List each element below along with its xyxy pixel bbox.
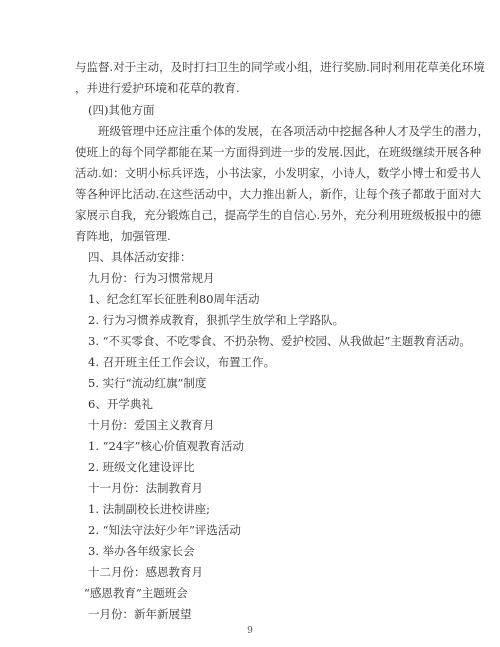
text-line: 活动.如：文明小标兵评选，小书法家，小发明家，小诗人，数学小博士和爱书人 bbox=[75, 166, 482, 180]
list-item: 1. 法制副校长进校讲座; bbox=[88, 502, 211, 516]
list-item: 2. 行为习惯养成教育，狠抓学生放学和上学路队。 bbox=[88, 313, 345, 327]
list-item: 1. “24字”核心价值观教育活动 bbox=[88, 439, 245, 453]
text-line: 育阵地，加强管理. bbox=[75, 229, 171, 243]
text-line: 等各种评比活动.在这些活动中，大力推出新人，新作，让每个孩子都敢于面对大 bbox=[75, 187, 482, 201]
list-item: 1、纪念红军长征胜利80周年活动 bbox=[88, 292, 260, 306]
text-line: 与监督.对于主动，及时打扫卫生的同学或小组，进行奖励.同时利用花草美化环境 bbox=[75, 60, 485, 74]
list-item: 5. 实行“流动红旗”制度 bbox=[88, 376, 207, 390]
list-item: “感恩教育”主题班会 bbox=[84, 586, 188, 600]
list-item: 3. 举办各年级家长会 bbox=[88, 544, 195, 558]
text-line: 使班上的每个同学都能在某一方面得到进一步的发展.因此，在班级继续开展各种 bbox=[75, 145, 482, 159]
list-item: 6、开学典礼 bbox=[88, 397, 153, 411]
list-item: 2. “知法守法好少年”评选活动 bbox=[88, 523, 241, 537]
month-heading: 十月份：爱国主义教育月 bbox=[88, 418, 215, 432]
month-heading: 九月份：行为习惯常规月 bbox=[88, 271, 215, 285]
section-heading: 四、具体活动安排： bbox=[88, 250, 192, 264]
list-item: 3. “不买零食、不吃零食、不扔杂物、爱护校园、从我做起”主题教育活动。 bbox=[88, 334, 471, 348]
month-heading: 十一月份：法制教育月 bbox=[88, 481, 203, 495]
text-line: ，并进行爱护环境和花草的教育. bbox=[75, 81, 240, 95]
text-line: 家展示自我，充分锻炼自己，提高学生的自信心.另外，充分利用班级板报中的德 bbox=[75, 208, 482, 222]
month-heading: 一月份：新年新展望 bbox=[88, 607, 192, 621]
list-item: 2. 班级文化建设评比 bbox=[88, 460, 195, 474]
page-number: 9 bbox=[247, 626, 253, 636]
section-heading: (四)其他方面 bbox=[88, 103, 155, 117]
month-heading: 十二月份：感恩教育月 bbox=[88, 565, 203, 579]
list-item: 4. 召开班主任工作会议，布置工作。 bbox=[88, 355, 276, 369]
text-line: 班级管理中还应注重个体的发展，在各项活动中挖掘各种人才及学生的潜力， bbox=[98, 124, 489, 138]
